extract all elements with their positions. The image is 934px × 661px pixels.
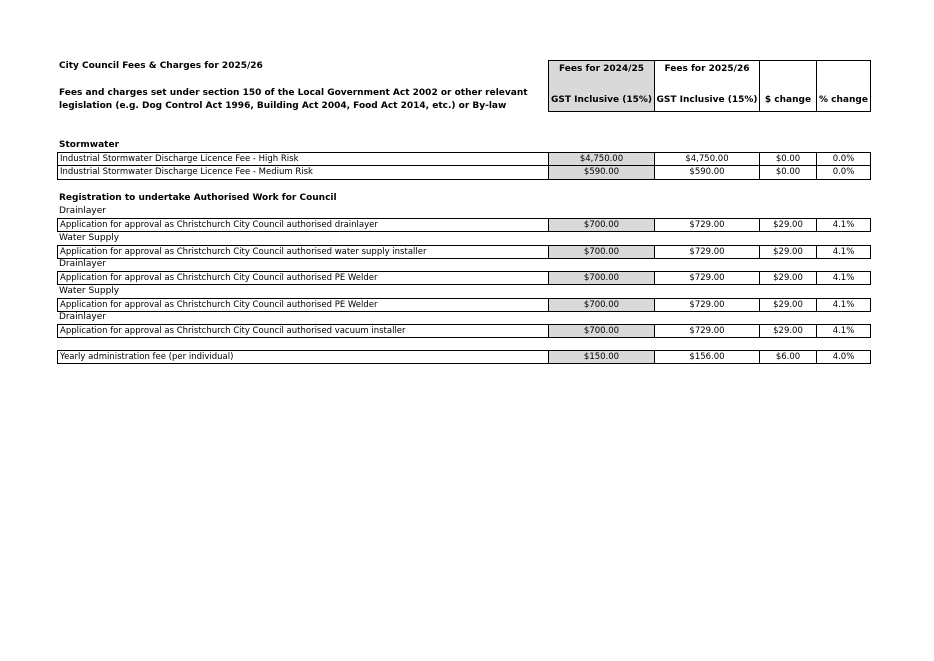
row-fee-prev: $590.00 — [548, 166, 655, 180]
header-fees-2025-26 — [654, 60, 760, 112]
row-pct-change: 4.1% — [816, 298, 871, 312]
row-fee-prev: $700.00 — [548, 218, 655, 232]
row-description: Application for approval as Christchurch City Council authorised drainlayer — [57, 218, 549, 232]
row-fee-curr: $729.00 — [654, 271, 760, 285]
group-label-water-supply: Water Supply — [59, 286, 120, 296]
table-row — [57, 152, 871, 166]
group-label-drainlayer: Drainlayer — [59, 312, 106, 322]
row-pct-change: 4.0% — [816, 350, 871, 364]
row-fee-curr: $729.00 — [654, 245, 760, 259]
header-fees-curr-label: Fees for 2025/26 — [664, 64, 750, 74]
row-dollar-change: $29.00 — [759, 218, 817, 232]
group-label-water-supply: Water Supply — [59, 233, 120, 243]
row-fee-curr: $4,750.00 — [654, 152, 760, 166]
row-dollar-change: $29.00 — [759, 298, 817, 312]
table-row — [57, 245, 871, 259]
row-description: Industrial Stormwater Discharge Licence Fee - High Risk — [57, 152, 549, 166]
header-dollar-change — [759, 60, 817, 112]
row-pct-change: 0.0% — [816, 152, 871, 166]
row-dollar-change: $6.00 — [759, 350, 817, 364]
row-pct-change: 4.1% — [816, 271, 871, 285]
row-fee-curr: $590.00 — [654, 166, 760, 180]
row-fee-prev: $700.00 — [548, 271, 655, 285]
row-dollar-change: $29.00 — [759, 245, 817, 259]
row-fee-curr: $729.00 — [654, 298, 760, 312]
group-label-drainlayer: Drainlayer — [59, 259, 106, 269]
row-description: Application for approval as Christchurch City Council authorised water supply installer — [57, 245, 549, 259]
document-subtitle: Fees and charges set under section 150 of the Local Government Act 2002 or other relevant legislation (e.g. Dog Control Act 1996, Building Act 2004, Food Act 2014, etc.) or By-law — [59, 88, 528, 111]
row-fee-curr: $729.00 — [654, 324, 760, 338]
row-description: Application for approval as Christchurch City Council authorised PE Welder — [57, 298, 549, 312]
row-dollar-change: $29.00 — [759, 324, 817, 338]
table-row — [57, 218, 871, 232]
row-dollar-change: $0.00 — [759, 166, 817, 180]
row-dollar-change: $29.00 — [759, 271, 817, 285]
header-fees-prev-label: Fees for 2024/25 — [558, 64, 644, 74]
row-fee-prev: $4,750.00 — [548, 152, 655, 166]
row-fee-curr: $156.00 — [654, 350, 760, 364]
section-title-registration: Registration to undertake Authorised Work for Council — [59, 193, 337, 203]
row-description: Application for approval as Christchurch City Council authorised vacuum installer — [57, 324, 549, 338]
row-fee-prev: $700.00 — [548, 298, 655, 312]
header-dollar-change-label: $ change — [764, 95, 812, 105]
group-label-drainlayer: Drainlayer — [59, 206, 106, 216]
row-dollar-change: $0.00 — [759, 152, 817, 166]
section-title-stormwater: Stormwater — [59, 140, 120, 150]
row-pct-change: 4.1% — [816, 324, 871, 338]
row-description: Industrial Stormwater Discharge Licence Fee - Medium Risk — [57, 166, 549, 180]
row-pct-change: 4.1% — [816, 218, 871, 232]
row-pct-change: 4.1% — [816, 245, 871, 259]
table-row — [57, 166, 871, 180]
row-fee-prev: $700.00 — [548, 245, 655, 259]
table-row — [57, 324, 871, 338]
row-fee-curr: $729.00 — [654, 218, 760, 232]
table-row — [57, 298, 871, 312]
row-pct-change: 0.0% — [816, 166, 871, 180]
row-fee-prev: $150.00 — [548, 350, 655, 364]
row-description: Yearly administration fee (per individual) — [57, 350, 549, 364]
document-title: City Council Fees & Charges for 2025/26 — [59, 61, 263, 71]
header-pct-change-label: % change — [819, 95, 868, 105]
header-pct-change — [816, 60, 871, 112]
table-row — [57, 350, 871, 364]
header-gst-prev-label: GST Inclusive (15%) — [550, 95, 653, 105]
table-row — [57, 271, 871, 285]
header-gst-curr-label: GST Inclusive (15%) — [656, 95, 758, 105]
row-fee-prev: $700.00 — [548, 324, 655, 338]
row-description: Application for approval as Christchurch City Council authorised PE Welder — [57, 271, 549, 285]
header-fees-2024-25 — [548, 60, 655, 112]
